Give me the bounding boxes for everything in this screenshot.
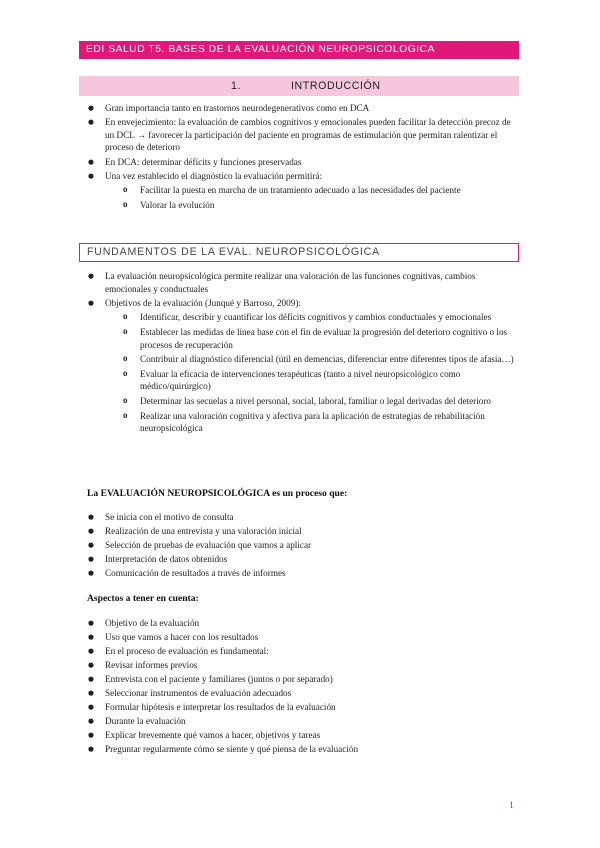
list-item: ● Se inicia con el motivo de consulta <box>79 511 519 524</box>
aspectos-bullet-list <box>79 617 519 757</box>
proceso-heading: La EVALUACIÓN NEUROPSICOLÓGICA es un proceso que: <box>87 488 348 499</box>
sub-list-item: o Realizar una valoración cognitiva y afectiva para la aplicación de estrategias de rehabilitación neuropsicológica <box>79 410 519 435</box>
list-item: ● En envejecimiento: la evaluación de cambios cognitivos y emocionales pueden facilitar la detección precoz de un DCL → favorecer la participación del paciente en programas de estimulación que permitan ralentizar el proceso de deterioro <box>79 116 519 154</box>
section-heading-fundamentos <box>79 243 519 262</box>
list-item: ● En el proceso de evaluación es fundamental: <box>79 645 519 658</box>
list-item: ● Objetivo de la evaluación <box>79 617 519 630</box>
list-item: ● Una vez establecido el diagnóstico la evaluación permitirá: <box>79 170 519 183</box>
document-title: EDI SALUD T5. BASES DE LA EVALUACIÓN NEUROPSICOLOGICA <box>86 44 436 55</box>
sub-list-item: o Determinar las secuelas a nivel personal, social, laboral, familiar o legal derivadas del deterioro <box>79 395 519 408</box>
list-item: ● Durante la evaluación <box>79 715 519 728</box>
sub-list-item: o Facilitar la puesta en marcha de un tratamiento adecuado a las necesidades del paciente <box>79 184 519 197</box>
sub-list-item: o Identificar, describir y cuantificar los déficits cognitivos y cambios conductuales y emocionales <box>79 311 519 324</box>
list-item: ● Formular hipótesis e interpretar los resultados de la evaluación <box>79 701 519 714</box>
list-item: ● Entrevista con el paciente y familiares (juntos o por separado) <box>79 673 519 686</box>
list-item: ● Revisar informes previos <box>79 659 519 672</box>
proceso-bullet-list <box>79 511 519 581</box>
fundamentos-bullet-list <box>79 270 519 436</box>
list-item: ● Explicar brevemente qué vamos a hacer, objetivos y tareas <box>79 729 519 742</box>
section-title: FUNDAMENTOS DE LA EVAL. NEUROPSICOLÓGICA <box>87 246 380 258</box>
section-number: 1. <box>231 80 242 92</box>
list-item: ● Selección de pruebas de evaluación que vamos a aplicar <box>79 539 519 552</box>
list-item: ● Realización de una entrevista y una valoración inicial <box>79 525 519 538</box>
list-item: ● Comunicación de resultados a través de informes <box>79 567 519 580</box>
document-title-bar <box>79 41 519 59</box>
list-item: ● Objetivos de la evaluación (Junqué y Barroso, 2009): <box>79 297 519 310</box>
sub-list-item: o Establecer las medidas de línea base con el fin de evaluar la progresión del deterioro cognitivo o los procesos de recuperación <box>79 326 519 351</box>
section-title: INTRODUCCIÓN <box>291 80 381 92</box>
list-item: ● La evaluación neuropsicológica permite realizar una valoración de las funciones cognitivas, cambios emocionales y conductuales <box>79 270 519 295</box>
aspectos-heading: Aspectos a tener en cuenta: <box>87 593 199 604</box>
list-item: ● Gran importancia tanto en trastornos neurodegenerativos como en DCA <box>79 102 519 115</box>
sub-list-item: o Valorar la evolución <box>79 199 519 212</box>
page-number: 1 <box>509 800 514 811</box>
intro-bullet-list <box>79 102 519 213</box>
sub-list-item: o Evaluar la eficacia de intervenciones terapéuticas (tanto a nivel neuropsicológico como médico/quirúrgico) <box>79 368 519 393</box>
list-item: ● En DCA: determinar déficits y funciones preservadas <box>79 156 519 169</box>
sub-list-item: o Contribuir al diagnóstico diferencial (útil en demencias, diferenciar entre diferentes tipos de afasia…) <box>79 353 519 366</box>
list-item: ● Uso que vamos a hacer con los resultados <box>79 631 519 644</box>
list-item: ● Preguntar regularmente cómo se siente y qué piensa de la evaluación <box>79 743 519 756</box>
section-heading-introduccion <box>79 76 519 96</box>
list-item: ● Seleccionar instrumentos de evaluación adecuados <box>79 687 519 700</box>
list-item: ● Interpretación de datos obtenidos <box>79 553 519 566</box>
